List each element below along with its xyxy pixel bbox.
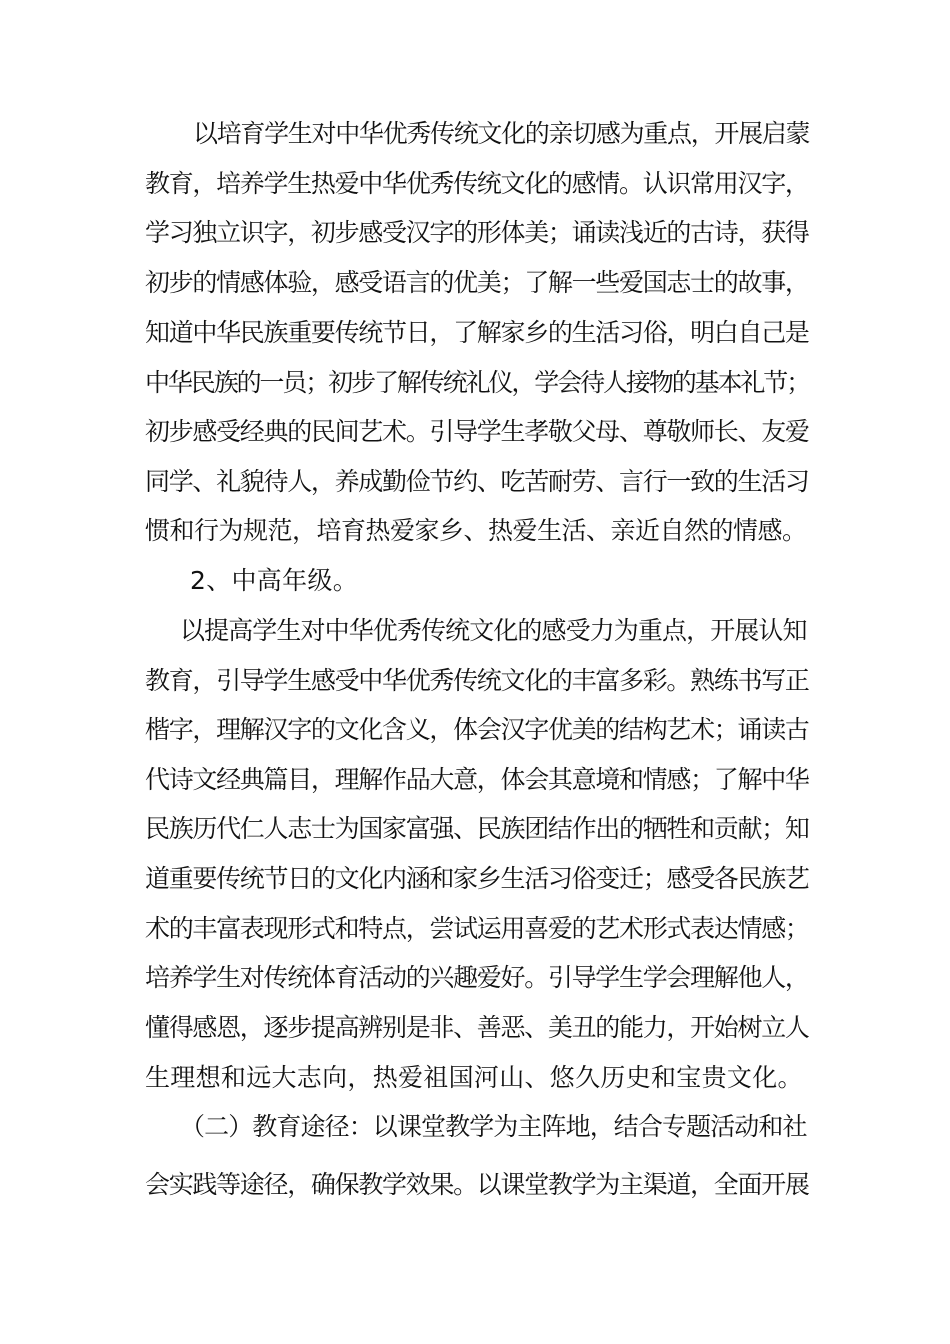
text-line-13: 楷字，理解汉字的文化含义，体会汉字优美的结构艺术；诵读古 xyxy=(145,715,809,744)
section-heading-education-path: （二）教育途径：以课堂教学为主阵地，结合专题活动和社 xyxy=(180,1112,807,1141)
text-line-1: 以培育学生对中华优秀传统文化的亲切感为重点，开展启蒙 xyxy=(193,119,810,148)
text-line-2: 教育，培养学生热爱中华优秀传统文化的感情。认识常用汉字， xyxy=(145,169,809,198)
text-line-5: 知道中华民族重要传统节日，了解家乡的生活习俗，明白自己是 xyxy=(145,318,809,347)
text-line-17: 术的丰富表现形式和特点，尝试运用喜爱的艺术形式表达情感； xyxy=(145,914,809,943)
text-line-8: 同学、礼貌待人，养成勤俭节约、吃苦耐劳、言行一致的生活习 xyxy=(145,467,809,496)
text-line-4: 初步的情感体验，感受语言的优美；了解一些爱国志士的故事， xyxy=(145,268,809,297)
text-line-7: 初步感受经典的民间艺术。引导学生孝敬父母、尊敬师长、友爱 xyxy=(145,417,809,446)
section-heading-grade: 2、中高年级。 xyxy=(190,566,359,595)
text-line-15: 民族历代仁人志士为国家富强、民族团结作出的牺牲和贡献；知 xyxy=(145,814,809,843)
text-line-16: 道重要传统节日的文化内涵和家乡生活习俗变迁；感受各民族艺 xyxy=(145,864,809,893)
text-line-6: 中华民族的一员；初步了解传统礼仪，学会待人接物的基本礼节； xyxy=(145,368,810,397)
text-line-12: 教育，引导学生感受中华优秀传统文化的丰富多彩。熟练书写正 xyxy=(145,666,809,695)
text-line-22: 会实践等途径，确保教学效果。以课堂教学为主渠道，全面开展 xyxy=(145,1170,809,1199)
text-line-11: 以提高学生对中华优秀传统文化的感受力为重点，开展认知 xyxy=(180,616,807,645)
text-line-18: 培养学生对传统体育活动的兴趣爱好。引导学生学会理解他人， xyxy=(145,963,809,992)
text-line-9: 惯和行为规范，培育热爱家乡、热爱生活、亲近自然的情感。 xyxy=(145,516,807,545)
text-line-19: 懂得感恩，逐步提高辨别是非、善恶、美丑的能力，开始树立人 xyxy=(145,1013,809,1042)
text-line-3: 学习独立识字，初步感受汉字的形体美；诵读浅近的古诗，获得 xyxy=(145,218,809,247)
text-line-14: 代诗文经典篇目，理解作品大意，体会其意境和情感；了解中华 xyxy=(145,765,809,794)
text-line-20: 生理想和远大志向，热爱祖国河山、悠久历史和宝贵文化。 xyxy=(145,1063,803,1092)
